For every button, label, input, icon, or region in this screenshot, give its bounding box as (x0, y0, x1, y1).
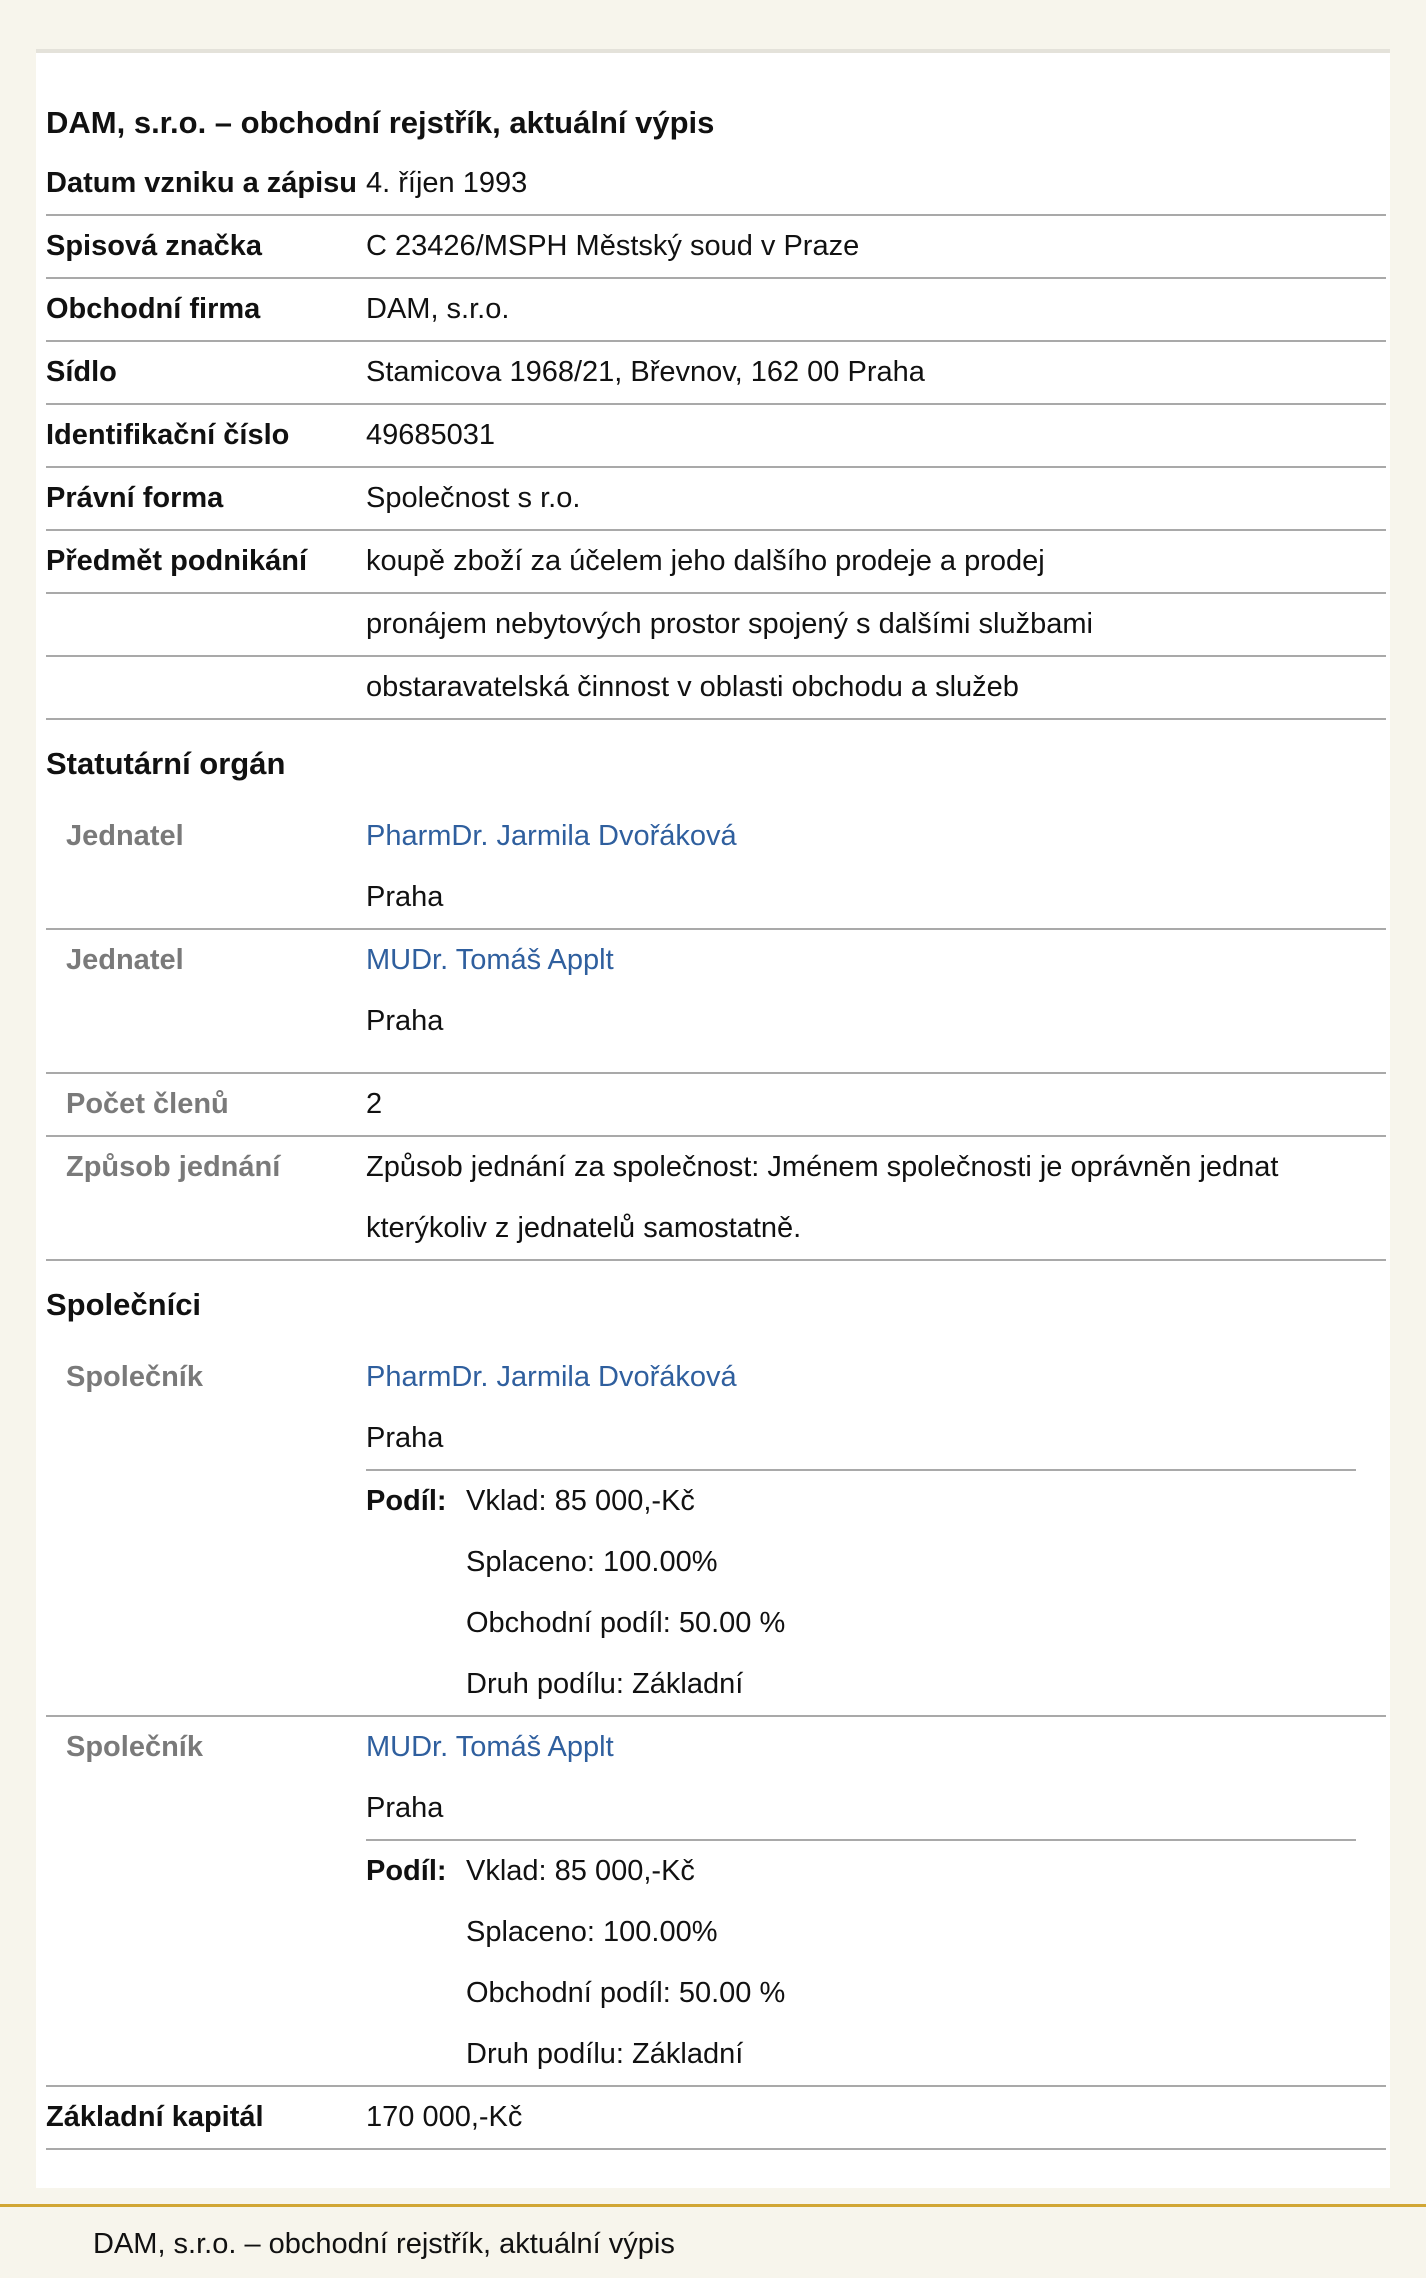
row-obchodni-firma (46, 279, 1386, 342)
row-label: Jednatel (66, 820, 184, 852)
row-label: Společník (66, 1731, 203, 1763)
row-label: Spisová značka (46, 230, 262, 262)
row-label: Obchodní firma (46, 293, 261, 325)
row-predmet-2 (46, 594, 1386, 657)
row-pocet-clenu (46, 1074, 1386, 1137)
podil-line: Druh podílu: Základní (466, 2038, 744, 2070)
person-city: Praha (366, 1005, 444, 1037)
row-datum-vzniku (46, 153, 1386, 216)
row-label: Společník (66, 1361, 203, 1393)
footer-divider (0, 2204, 1426, 2207)
row-predmet-1 (46, 531, 1386, 594)
row-label: Sídlo (46, 356, 117, 388)
row-jednatel-2 (46, 930, 1386, 1074)
row-ico (46, 405, 1386, 468)
person-link[interactable]: PharmDr. Jarmila Dvořáková (366, 1361, 737, 1393)
row-label: Způsob jednání (66, 1151, 281, 1183)
row-predmet-3 (46, 657, 1386, 720)
extract-content (46, 93, 1386, 2150)
row-label: Základní kapitál (46, 2101, 264, 2133)
section-statutarni-organ: Statutární orgán (46, 746, 286, 781)
row-label: Datum vzniku a zápisu (46, 167, 358, 199)
row-pravni-forma (46, 468, 1386, 531)
row-spolecnik-1 (46, 1347, 1386, 1717)
row-label: Identifikační číslo (46, 419, 290, 451)
person-link[interactable]: MUDr. Tomáš Applt (366, 1731, 614, 1763)
podil-line: Splaceno: 100.00% (466, 1916, 718, 1948)
row-sidlo (46, 342, 1386, 405)
row-spolecnik-2 (46, 1717, 1386, 2087)
page-title: DAM, s.r.o. – obchodní rejstřík, aktuální výpis (46, 105, 715, 140)
row-label: Právní forma (46, 482, 224, 514)
podil-line: Obchodní podíl: 50.00 % (466, 1977, 786, 2009)
podil-line: Vklad: 85 000,-Kč (466, 1855, 695, 1887)
podil-line: Splaceno: 100.00% (466, 1546, 718, 1578)
podil-block (366, 1469, 1356, 1715)
person-link[interactable]: PharmDr. Jarmila Dvořáková (366, 820, 737, 852)
row-zakladni-kapital (46, 2087, 1386, 2150)
podil-line: Vklad: 85 000,-Kč (466, 1485, 695, 1517)
row-value: 2 (366, 1088, 383, 1120)
zpusob-line: Způsob jednání za společnost: Jménem společnosti je oprávněn jednat (366, 1151, 1279, 1183)
podil-line: Obchodní podíl: 50.00 % (466, 1607, 786, 1639)
row-label: Jednatel (66, 944, 184, 976)
row-value: C 23426/MSPH Městský soud v Praze (366, 230, 860, 262)
person-link[interactable]: MUDr. Tomáš Applt (366, 944, 614, 976)
row-spisova-znacka (46, 216, 1386, 279)
extract-card (36, 49, 1390, 2188)
row-label: Počet členů (66, 1088, 229, 1120)
zpusob-line: kterýkoliv z jednatelů samostatně. (366, 1212, 802, 1244)
person-city: Praha (366, 881, 444, 913)
predmet-item: pronájem nebytových prostor spojený s dalšími službami (366, 608, 1093, 640)
predmet-item: koupě zboží za účelem jeho dalšího prodeje a prodej (366, 545, 1045, 577)
row-label: Předmět podnikání (46, 545, 308, 577)
predmet-item: obstaravatelská činnost v oblasti obchodu a služeb (366, 671, 1019, 703)
row-value: 4. říjen 1993 (366, 167, 528, 199)
podil-label: Podíl: (366, 1855, 447, 1887)
row-value: 49685031 (366, 419, 496, 451)
podil-label: Podíl: (366, 1485, 447, 1517)
person-city: Praha (366, 1422, 444, 1454)
row-value: Společnost s r.o. (366, 482, 581, 514)
section-spolecnici: Společníci (46, 1287, 202, 1322)
footer-title: DAM, s.r.o. – obchodní rejstřík, aktuální výpis (93, 2228, 675, 2260)
row-value: 170 000,-Kč (366, 2101, 523, 2133)
row-value: Stamicova 1968/21, Břevnov, 162 00 Praha (366, 356, 925, 388)
row-value: DAM, s.r.o. (366, 293, 510, 325)
person-city: Praha (366, 1792, 444, 1824)
row-jednatel-1 (46, 806, 1386, 930)
podil-block (366, 1839, 1356, 2085)
podil-line: Druh podílu: Základní (466, 1668, 744, 1700)
row-zpusob-jednani (46, 1137, 1386, 1261)
